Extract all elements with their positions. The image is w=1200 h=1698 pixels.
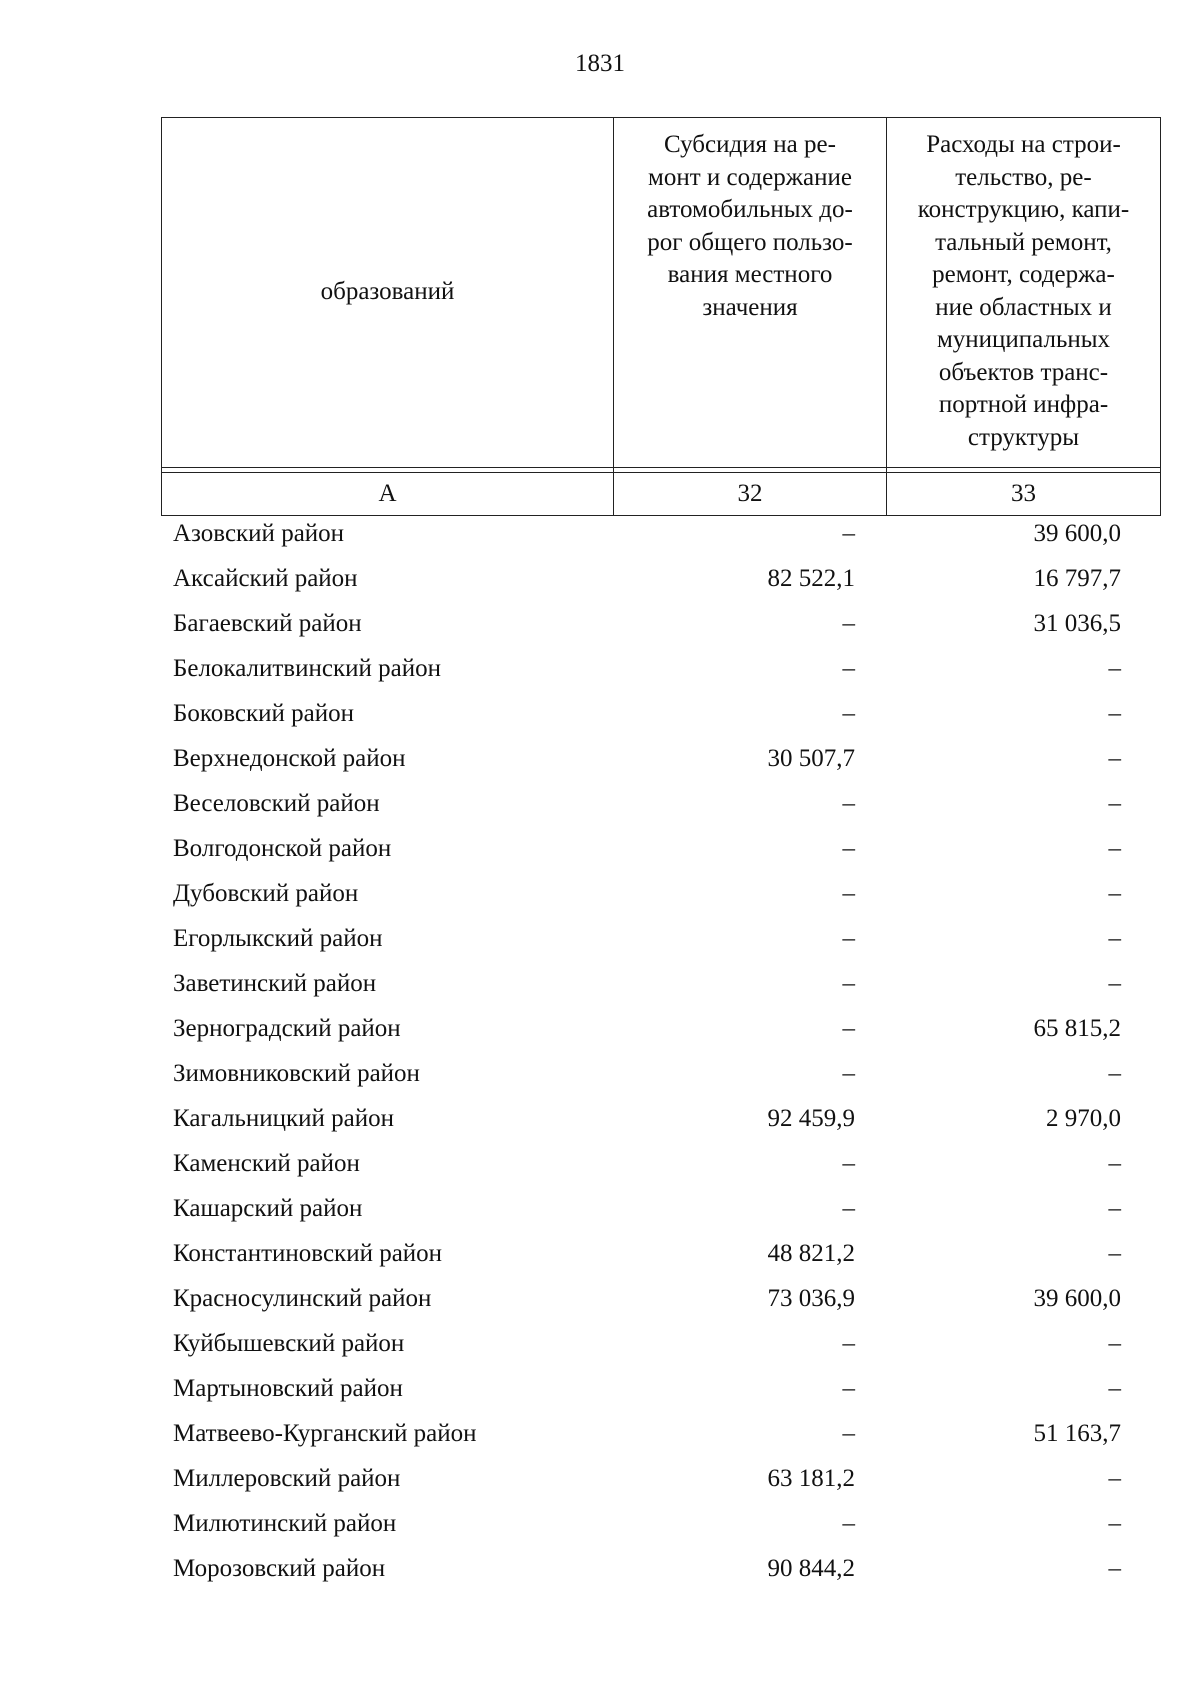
district-name: Белокалитвинский район xyxy=(173,655,441,682)
district-name: Кашарский район xyxy=(173,1195,363,1222)
table-row xyxy=(161,1366,1133,1411)
district-name: Константиновский район xyxy=(173,1240,443,1267)
district-name: Кагальницкий район xyxy=(173,1105,395,1132)
road-subsidy-value: – xyxy=(842,520,855,547)
road-subsidy-value: – xyxy=(842,925,855,952)
district-name: Заветинский район xyxy=(173,970,377,997)
district-name: Зимовниковский район xyxy=(173,1060,420,1087)
header-infrastructure-expenses: Расходы на строи- тельство, ре- конструкцию, капи- тальный ремонт, ремонт, содержа- ние областных и муниципальных объектов транс- портной инфра- структуры xyxy=(887,118,1161,468)
road-subsidy-value: – xyxy=(842,700,855,727)
road-subsidy-value: 82 522,1 xyxy=(767,565,855,592)
district-name: Азовский район xyxy=(173,520,345,547)
page-number: 1831 xyxy=(575,50,625,77)
table-row xyxy=(161,1276,1133,1321)
district-name: Аксайский район xyxy=(173,565,358,592)
table-row xyxy=(161,781,1133,826)
district-name: Каменский район xyxy=(173,1150,360,1177)
road-subsidy-value: 48 821,2 xyxy=(767,1240,855,1267)
district-name: Дубовский район xyxy=(173,880,359,907)
header-road-subsidy: Субсидия на ре- монт и содержание автомобильных до- рог общего пользо- вания местного значения xyxy=(614,118,887,468)
infrastructure-expenses-value: – xyxy=(1108,1375,1121,1402)
road-subsidy-value: – xyxy=(842,1195,855,1222)
road-subsidy-value: – xyxy=(842,1420,855,1447)
table-row xyxy=(161,1006,1133,1051)
road-subsidy-value: – xyxy=(842,880,855,907)
table-row xyxy=(161,1051,1133,1096)
road-subsidy-value: – xyxy=(842,1375,855,1402)
infrastructure-expenses-value: – xyxy=(1108,835,1121,862)
infrastructure-expenses-value: – xyxy=(1108,1510,1121,1537)
infrastructure-expenses-value: – xyxy=(1108,1465,1121,1492)
road-subsidy-value: – xyxy=(842,1015,855,1042)
district-name: Волгодонской район xyxy=(173,835,392,862)
table-row xyxy=(161,1321,1133,1366)
header-municipality-label: образований xyxy=(320,278,455,306)
district-name: Миллеровский район xyxy=(173,1465,401,1492)
road-subsidy-value: – xyxy=(842,1150,855,1177)
infrastructure-expenses-value: – xyxy=(1108,700,1121,727)
table-row xyxy=(161,1231,1133,1276)
infrastructure-expenses-value: – xyxy=(1108,1330,1121,1357)
table-row xyxy=(161,1141,1133,1186)
road-subsidy-value: – xyxy=(842,790,855,817)
table-row xyxy=(161,511,1133,556)
table-row xyxy=(161,1411,1133,1456)
table-row xyxy=(161,1096,1133,1141)
table-row xyxy=(161,1456,1133,1501)
table-row xyxy=(161,736,1133,781)
road-subsidy-value: 92 459,9 xyxy=(767,1105,855,1132)
infrastructure-expenses-value: 51 163,7 xyxy=(1033,1420,1121,1447)
infrastructure-expenses-value: – xyxy=(1108,970,1121,997)
road-subsidy-value: – xyxy=(842,1510,855,1537)
district-name: Верхнедонской район xyxy=(173,745,406,772)
infrastructure-expenses-value: – xyxy=(1108,655,1121,682)
infrastructure-expenses-value: 65 815,2 xyxy=(1033,1015,1121,1042)
district-name: Зерноградский район xyxy=(173,1015,401,1042)
infrastructure-expenses-value: – xyxy=(1108,1060,1121,1087)
district-name: Куйбышевский район xyxy=(173,1330,405,1357)
road-subsidy-value: – xyxy=(842,610,855,637)
district-name: Егорлыкский район xyxy=(173,925,383,952)
table-row xyxy=(161,691,1133,736)
table-row xyxy=(161,961,1133,1006)
table-row xyxy=(161,1501,1133,1546)
road-subsidy-value: – xyxy=(842,970,855,997)
road-subsidy-value: 90 844,2 xyxy=(767,1555,855,1582)
table-body xyxy=(161,511,1133,1591)
table-row xyxy=(161,1186,1133,1231)
road-subsidy-value: 73 036,9 xyxy=(767,1285,855,1312)
district-name: Веселовский район xyxy=(173,790,380,817)
table-row xyxy=(161,601,1133,646)
infrastructure-expenses-value: – xyxy=(1108,1150,1121,1177)
district-name: Мартыновский район xyxy=(173,1375,403,1402)
table-row xyxy=(161,916,1133,961)
district-name: Матвеево-Курганский район xyxy=(173,1420,477,1447)
index-a: А xyxy=(162,473,614,516)
district-name: Красносулинский район xyxy=(173,1285,432,1312)
road-subsidy-value: – xyxy=(842,1330,855,1357)
district-name: Морозовский район xyxy=(173,1555,386,1582)
infrastructure-expenses-value: 39 600,0 xyxy=(1033,1285,1121,1312)
road-subsidy-value: – xyxy=(842,1060,855,1087)
table-row xyxy=(161,1546,1133,1591)
table-row xyxy=(161,871,1133,916)
column-index-row xyxy=(162,473,1161,516)
district-name: Боковский район xyxy=(173,700,354,727)
road-subsidy-value: – xyxy=(842,835,855,862)
infrastructure-expenses-value: – xyxy=(1108,1240,1121,1267)
infrastructure-expenses-value: – xyxy=(1108,925,1121,952)
district-name: Милютинский район xyxy=(173,1510,397,1537)
infrastructure-expenses-value: – xyxy=(1108,1555,1121,1582)
infrastructure-expenses-value: – xyxy=(1108,790,1121,817)
infrastructure-expenses-value: – xyxy=(1108,880,1121,907)
road-subsidy-value: 63 181,2 xyxy=(767,1465,855,1492)
infrastructure-expenses-value: 16 797,7 xyxy=(1033,565,1121,592)
table-row xyxy=(161,556,1133,601)
infrastructure-expenses-value: – xyxy=(1108,1195,1121,1222)
road-subsidy-value: – xyxy=(842,655,855,682)
district-name: Багаевский район xyxy=(173,610,362,637)
infrastructure-expenses-value: – xyxy=(1108,745,1121,772)
table-header xyxy=(161,117,1161,516)
infrastructure-expenses-value: 2 970,0 xyxy=(1046,1105,1121,1132)
infrastructure-expenses-value: 31 036,5 xyxy=(1033,610,1121,637)
table-row xyxy=(161,826,1133,871)
index-c: 33 xyxy=(887,473,1161,516)
infrastructure-expenses-value: 39 600,0 xyxy=(1033,520,1121,547)
column-headers xyxy=(162,118,1161,468)
table-row xyxy=(161,646,1133,691)
index-b: 32 xyxy=(614,473,887,516)
road-subsidy-value: 30 507,7 xyxy=(767,745,855,772)
header-municipality xyxy=(162,118,614,468)
